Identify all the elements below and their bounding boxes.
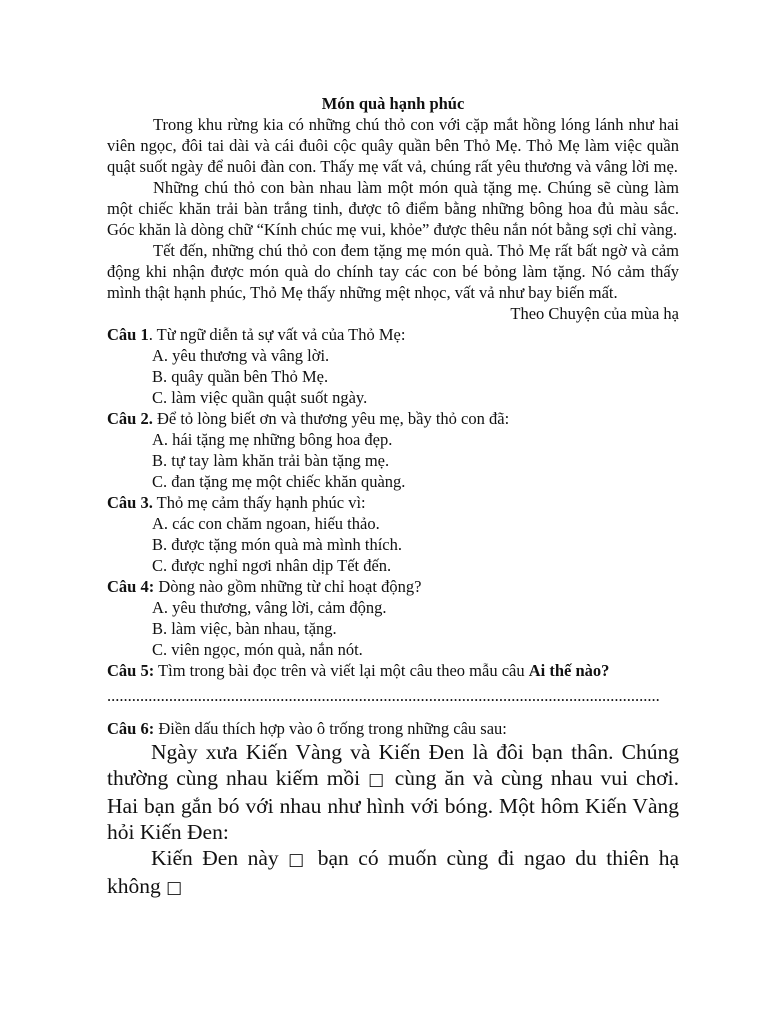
passage-text: Kiến Đen này (151, 846, 289, 870)
story-title: Món quà hạnh phúc (321, 94, 465, 113)
question-emphasis: Ai thế nào? (528, 661, 610, 680)
answer-option: B. quây quần bên Thỏ Mẹ. (152, 367, 329, 386)
question-label: Câu 4: (107, 577, 155, 596)
answer-option: A. hái tặng mẹ những bông hoa đẹp. (152, 430, 393, 449)
blank-box: □ (288, 850, 309, 870)
story-paragraph: Những chú thỏ con bàn nhau làm một món quà tặng mẹ. Chúng sẽ cùng làm một chiếc khăn trải bàn trắng tinh, được tô điểm bằng những bông hoa đủ màu sắc. Góc khăn là dòng chữ “Kính chúc mẹ vui, khỏe” được thêu nắn nót bằng sợi chỉ vàng. (107, 178, 679, 239)
story-source: Theo Chuyện của mùa hạ (510, 304, 679, 323)
answer-option: B. làm việc, bàn nhau, tặng. (152, 619, 337, 638)
answer-option: C. đan tặng mẹ một chiếc khăn quàng. (152, 472, 406, 491)
question-text: Thỏ mẹ cảm thấy hạnh phúc vì: (152, 493, 366, 512)
question-label: Câu 6: (107, 719, 155, 738)
question-label: Câu 1 (107, 325, 149, 344)
question-label: Câu 5: (107, 661, 155, 680)
question-1 (107, 324, 679, 345)
answer-line: ...................................................................................................................................... (107, 686, 660, 705)
question-6 (107, 718, 679, 739)
story-paragraph: Trong khu rừng kia có những chú thỏ con với cặp mắt hồng lóng lánh như hai viên ngọc, đôi tai dài và cái đuôi cộc quây quần bên Thỏ Mẹ. Thỏ Mẹ làm việc quần quật suốt ngày để nuôi đàn con. Thấy mẹ vất vả, chúng rất yêu thương và vâng lời mẹ. (107, 115, 679, 176)
blank-box: □ (166, 878, 183, 898)
question-text: . Từ ngữ diễn tả sự vất vả của Thỏ Mẹ: (148, 325, 406, 344)
question-text: Điền dấu thích hợp vào ô trống trong những câu sau: (154, 719, 507, 738)
passage-text: cùng ăn và cùng nhau vui chơi. Hai bạn gắn bó với nhau như hình với bóng. Một hôm Kiến Vàng hỏi Kiến Đen: (107, 766, 679, 844)
answer-option: C. được nghỉ ngơi nhân dịp Tết đến. (152, 556, 392, 575)
answer-option: B. được tặng món quà mà mình thích. (152, 535, 403, 554)
question-text: Dòng nào gồm những từ chỉ hoạt động? (154, 577, 422, 596)
question-label: Câu 3. (107, 493, 153, 512)
question-4 (107, 576, 679, 597)
question-label: Câu 2. (107, 409, 153, 428)
answer-option: B. tự tay làm khăn trải bàn tặng mẹ. (152, 451, 390, 470)
blank-box: □ (368, 770, 387, 790)
question-5 (107, 660, 679, 681)
answer-option: C. viên ngọc, món quà, nắn nót. (152, 640, 363, 659)
answer-option: A. yêu thương và vâng lời. (152, 346, 330, 365)
exercise-paragraph (107, 845, 679, 901)
exercise-paragraph (107, 739, 679, 845)
answer-option: A. yêu thương, vâng lời, cảm động. (152, 598, 387, 617)
question-2 (107, 408, 679, 429)
question-text: Tìm trong bài đọc trên và viết lại một câu theo mẫu câu (154, 661, 529, 680)
answer-option: A. các con chăm ngoan, hiếu thảo. (152, 514, 380, 533)
question-text: Để tỏ lòng biết ơn và thương yêu mẹ, bầy thỏ con đã: (152, 409, 510, 428)
document-page (107, 93, 679, 901)
answer-option: C. làm việc quần quật suốt ngày. (152, 388, 368, 407)
passage-text: bạn có muốn cùng đi ngao du thiên hạ không (107, 846, 680, 898)
passage-text: Ngày xưa Kiến Vàng và Kiến Đen là đôi bạn thân. Chúng thường cùng nhau kiếm mồi (107, 740, 679, 790)
story-paragraph: Tết đến, những chú thỏ con đem tặng mẹ món quà. Thỏ Mẹ rất bất ngờ và cảm động khi nhận được món quà do chính tay các con bé bỏng làm tặng. Nó cảm thấy mình thật hạnh phúc, Thỏ Mẹ thấy những mệt nhọc, vất vả như bay biến mất. (107, 241, 679, 302)
question-3 (107, 492, 679, 513)
